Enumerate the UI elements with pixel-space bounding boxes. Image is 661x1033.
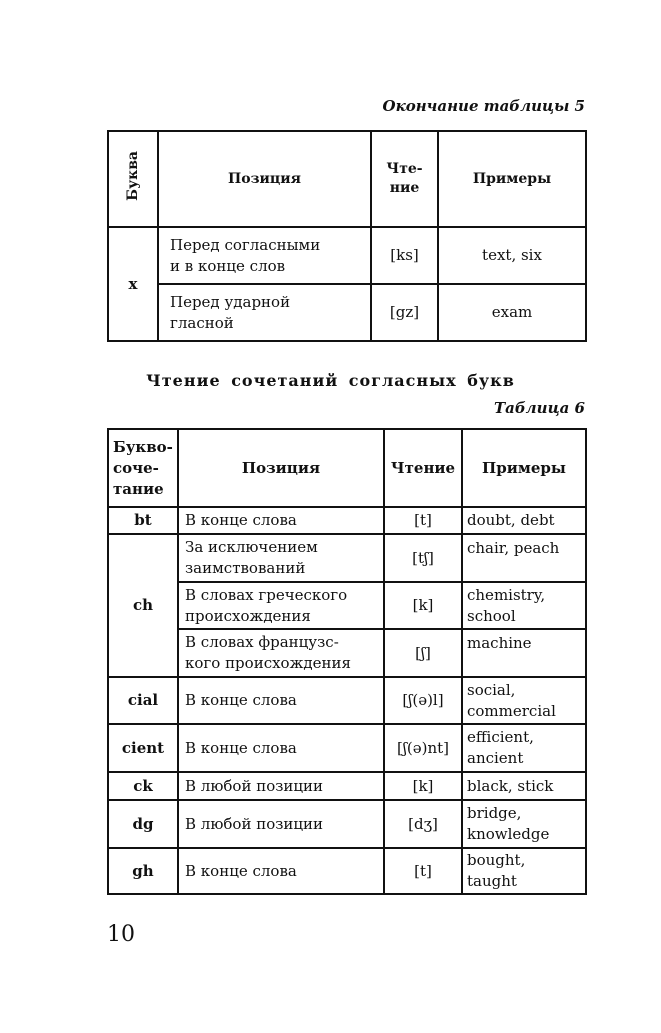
position-cell: В конце слова bbox=[178, 507, 384, 534]
position-cell: В конце слова bbox=[178, 724, 384, 772]
position-cell: Перед согласными и в конце слов bbox=[158, 227, 371, 284]
reading-cell: [tʃ] bbox=[384, 534, 462, 582]
letter-cell: x bbox=[108, 227, 158, 341]
table-row bbox=[108, 677, 586, 724]
reading-cell: [gz] bbox=[371, 284, 438, 341]
position-cell: В словах греческого происхождения bbox=[178, 582, 384, 629]
table-row bbox=[108, 772, 586, 800]
examples-cell: efficient, ancient bbox=[462, 724, 586, 772]
table-row bbox=[108, 724, 586, 772]
examples-cell: text, six bbox=[438, 227, 586, 284]
examples-cell: chair, peach bbox=[462, 534, 586, 582]
position-cell: В конце слова bbox=[178, 677, 384, 724]
combo-cell: cial bbox=[108, 677, 178, 724]
reading-cell: [dʒ] bbox=[384, 800, 462, 848]
table-6 bbox=[107, 428, 587, 895]
reading-cell: [ʃ(ə)l] bbox=[384, 677, 462, 724]
header-reading: Чте- ние bbox=[371, 131, 438, 227]
table-row bbox=[108, 534, 586, 582]
reading-cell: [ks] bbox=[371, 227, 438, 284]
table-row bbox=[108, 629, 586, 677]
examples-cell: bought, taught bbox=[462, 848, 586, 894]
examples-cell: bridge, knowledge bbox=[462, 800, 586, 848]
reading-cell: [k] bbox=[384, 772, 462, 800]
position-cell: В конце слова bbox=[178, 848, 384, 894]
examples-cell: doubt, debt bbox=[462, 507, 586, 534]
combo-cell: cient bbox=[108, 724, 178, 772]
combo-cell: ch bbox=[108, 534, 178, 677]
header-position: Позиция bbox=[178, 429, 384, 507]
examples-cell: black, stick bbox=[462, 772, 586, 800]
position-cell: За исключением заимствований bbox=[178, 534, 384, 582]
table-row bbox=[108, 800, 586, 848]
reading-cell: [t] bbox=[384, 848, 462, 894]
table-row bbox=[108, 507, 586, 534]
table-row bbox=[108, 284, 586, 341]
table6-caption: Таблица 6 bbox=[493, 399, 585, 417]
table-header-row bbox=[108, 131, 586, 227]
position-cell: В словах французс- кого происхождения bbox=[178, 629, 384, 677]
header-position: Позиция bbox=[158, 131, 371, 227]
reading-cell: [t] bbox=[384, 507, 462, 534]
position-cell: Перед ударной гласной bbox=[158, 284, 371, 341]
table-row bbox=[108, 582, 586, 629]
position-cell: В любой позиции bbox=[178, 772, 384, 800]
table-row bbox=[108, 848, 586, 894]
header-examples: Примеры bbox=[438, 131, 586, 227]
table-row bbox=[108, 227, 586, 284]
combo-cell: dg bbox=[108, 800, 178, 848]
header-combo: Букво- соче- тание bbox=[108, 429, 178, 507]
combo-cell: bt bbox=[108, 507, 178, 534]
page-number: 10 bbox=[107, 922, 135, 947]
examples-cell: chemistry, school bbox=[462, 582, 586, 629]
reading-cell: [k] bbox=[384, 582, 462, 629]
reading-cell: [ʃ(ə)nt] bbox=[384, 724, 462, 772]
section-title: Чтение сочетаний согласных букв bbox=[146, 371, 515, 390]
examples-cell: social, commercial bbox=[462, 677, 586, 724]
examples-cell: machine bbox=[462, 629, 586, 677]
combo-cell: gh bbox=[108, 848, 178, 894]
header-examples: Примеры bbox=[462, 429, 586, 507]
combo-cell: ck bbox=[108, 772, 178, 800]
table5-caption: Окончание таблицы 5 bbox=[382, 97, 585, 115]
table-5 bbox=[107, 130, 587, 342]
header-letter: Буква bbox=[124, 151, 141, 201]
examples-cell: exam bbox=[438, 284, 586, 341]
header-reading: Чтение bbox=[384, 429, 462, 507]
table-header-row bbox=[108, 429, 586, 507]
position-cell: В любой позиции bbox=[178, 800, 384, 848]
reading-cell: [ʃ] bbox=[384, 629, 462, 677]
